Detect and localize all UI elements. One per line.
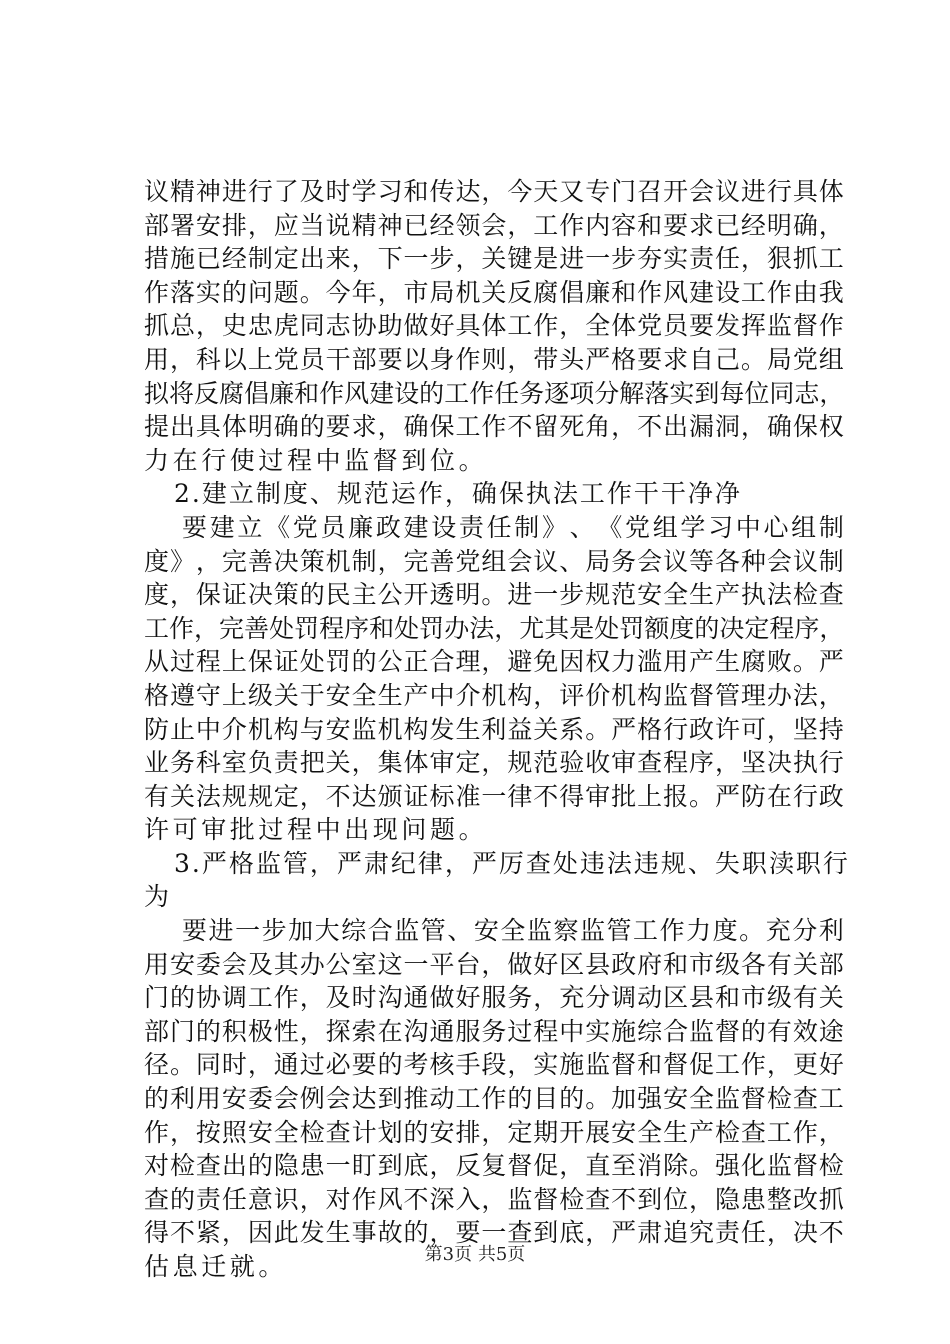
text-line: 度 》 ， 完 善 决 策 机 制 ， 完 善 党 组 会 议 、 局 务 会 议 等 各 种 会 议 制	[144, 546, 844, 576]
text-line: 力在行使过程中监督到位。	[144, 445, 488, 475]
text-line: 对 检 查 出 的 隐 患 一 盯 到 底 ， 反 复 督 促 ， 直 至 消 除 。 强 化 监 督 检	[144, 1151, 844, 1181]
text-line: 2.建立制度、规范运作，确保执法工作干干净净	[174, 479, 742, 509]
text-line: 门 的 协 调 工 作 ， 及 时 沟 通 做 好 服 务 ， 充 分 调 动 区 县 和 市 级 有 关	[144, 983, 844, 1013]
page-footer: 第3页 共5页	[424, 1244, 526, 1265]
text-line: 防 止 中 介 机 构 与 安 监 机 构 发 生 利 益 关 系 。 严 格 行 政 许 可 ， 坚 持	[144, 714, 844, 744]
text-line: 3.严格监管，严肃纪律，严厉查处违法违规、失职渎职行	[174, 848, 850, 878]
text-line: 有 关 法 规 规 定 ， 不 达 颁 证 标 准 一 律 不 得 审 批 上 报 。 严 防 在 行 政	[144, 781, 844, 811]
text-line: 许可审批过程中出现问题。	[144, 815, 488, 845]
text-line: 提 出 具 体 明 确 的 要 求 ， 确 保 工 作 不 留 死 角 ， 不 出 漏 洞 ， 确 保 权	[144, 412, 844, 442]
text-line: 业 务 科 室 负 责 把 关 ， 集 体 审 定 ， 规 范 验 收 审 查 程 序 ， 坚 决 执 行	[144, 748, 844, 778]
text-line: 要 建 立 《 党 员 廉 政 建 设 责 任 制 》 、 《 党 组 学 习 中 心 组 制	[182, 512, 844, 542]
text-line: 措 施 已 经 制 定 出 来 ， 下 一 步 ， 关 键 是 进 一 步 夯 实 责 任 ， 狠 抓 工	[144, 244, 844, 274]
text-line: 用 安 委 会 及 其 办 公 室 这 一 平 台 ， 做 好 区 县 政 府 和 市 级 各 有 关 部	[144, 949, 844, 979]
text-line: 部 署 安 排 ， 应 当 说 精 神 已 经 领 会 ， 工 作 内 容 和 要 求 已 经 明 确 ，	[144, 210, 844, 240]
text-line: 度 ， 保 证 决 策 的 民 主 公 开 透 明 。 进 一 步 规 范 安 全 生 产 执 法 检 查	[144, 580, 844, 610]
text-line: 拟 将 反 腐 倡 廉 和 作 风 建 设 的 工 作 任 务 逐 项 分 解 落 实 到 每 位 同 志 ，	[144, 378, 845, 408]
text-line: 作 ， 按 照 安 全 检 查 计 划 的 安 排 ， 定 期 开 展 安 全 生 产 检 查 工 作 ，	[144, 1117, 844, 1147]
text-line: 从 过 程 上 保 证 处 罚 的 公 正 合 理 ， 避 免 因 权 力 滥 用 产 生 腐 败 。 严	[144, 647, 844, 677]
text-line: 格 遵 守 上 级 关 于 安 全 生 产 中 介 机 构 ， 评 价 机 构 监 督 管 理 办 法 ，	[144, 680, 844, 710]
text-line: 要 进 一 步 加 大 综 合 监 管 、 安 全 监 察 监 管 工 作 力 度 。 充 分 利	[182, 916, 844, 946]
text-line: 查 的 责 任 意 识 ， 对 作 风 不 深 入 ， 监 督 检 查 不 到 位 ， 隐 患 整 改 抓	[144, 1184, 844, 1214]
text-line: 议 精 神 进 行 了 及 时 学 习 和 传 达 ， 今 天 又 专 门 召 开 会 议 进 行 具 体	[144, 177, 844, 206]
text-line: 抓 总 ， 史 忠 虎 同 志 协 助 做 好 具 体 工 作 ， 全 体 党 员 要 发 挥 监 督 作	[144, 311, 844, 341]
text-line: 部 门 的 积 极 性 ， 探 索 在 沟 通 服 务 过 程 中 实 施 综 合 监 督 的 有 效 途	[144, 1016, 844, 1046]
text-line: 用 ， 科 以 上 党 员 干 部 要 以 身 作 则 ， 带 头 严 格 要 求 自 己 。 局 党 组	[144, 344, 844, 374]
text-line: 工 作 ， 完 善 处 罚 程 序 和 处 罚 办 法 ， 尤 其 是 处 罚 额 度 的 决 定 程 序 ，	[144, 613, 845, 643]
text-line: 得 不 紧 ， 因 此 发 生 事 故 的 ， 要 一 查 到 底 ， 严 肃 追 究 责 任 ， 决 不	[144, 1218, 844, 1248]
text-line: 的 利 用 安 委 会 例 会 达 到 推 动 工 作 的 目 的 。 加 强 安 全 监 督 检 查 工	[144, 1084, 844, 1114]
text-line: 估息迁就。	[144, 1252, 288, 1281]
document-body	[144, 175, 850, 1284]
text-line: 作 落 实 的 问 题 。 今 年 ， 市 局 机 关 反 腐 倡 廉 和 作 风 建 设 工 作 由 我	[144, 277, 844, 307]
text-line: 径 。 同 时 ， 通 过 必 要 的 考 核 手 段 ， 实 施 监 督 和 督 促 工 作 ， 更 好	[144, 1050, 844, 1080]
text-line: 为	[144, 882, 173, 912]
